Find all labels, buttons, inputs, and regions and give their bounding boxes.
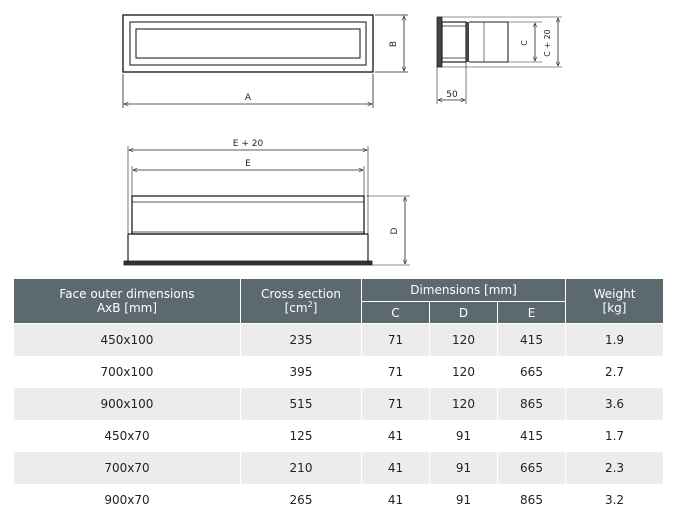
dim-c-label: C bbox=[520, 40, 529, 46]
cell-face: 700x70 bbox=[14, 452, 241, 484]
table-header bbox=[14, 279, 664, 324]
table-row bbox=[14, 484, 664, 516]
cell-cross-section: 125 bbox=[241, 420, 362, 452]
cell-e: 865 bbox=[498, 388, 566, 420]
cell-cross-section: 235 bbox=[241, 324, 362, 357]
header-cross-section-end: ] bbox=[313, 301, 318, 315]
header-weight bbox=[566, 279, 664, 324]
cell-e: 865 bbox=[498, 484, 566, 516]
header-cross-section bbox=[241, 279, 362, 324]
header-dimensions: Dimensions [mm] bbox=[362, 279, 566, 302]
cell-d: 120 bbox=[430, 388, 498, 420]
cell-weight: 3.2 bbox=[566, 484, 664, 516]
bottom-d-dimension bbox=[366, 196, 410, 265]
dim-c-plus-label: C + 20 bbox=[543, 29, 552, 57]
dim-a-label: A bbox=[245, 93, 252, 103]
table-row bbox=[14, 388, 664, 420]
header-weight-line2: [kg] bbox=[569, 301, 660, 315]
header-cross-section-sup: 2 bbox=[308, 300, 313, 309]
cell-d: 120 bbox=[430, 324, 498, 357]
specification-table bbox=[13, 278, 664, 516]
header-weight-line1: Weight bbox=[569, 287, 660, 301]
side-c-dimension bbox=[508, 22, 542, 62]
dim-e-label: E bbox=[245, 159, 251, 169]
header-col-c: C bbox=[362, 302, 430, 324]
dim-e-plus-label: E + 20 bbox=[233, 139, 264, 149]
cell-weight: 1.7 bbox=[566, 420, 664, 452]
bottom-view bbox=[124, 196, 372, 265]
dim-d-label: D bbox=[390, 227, 400, 234]
dim-b-label: B bbox=[389, 41, 399, 47]
cell-cross-section: 395 bbox=[241, 356, 362, 388]
side-c-plus-dimension bbox=[442, 17, 562, 67]
cell-face: 700x100 bbox=[14, 356, 241, 388]
table-row bbox=[14, 356, 664, 388]
cell-cross-section: 265 bbox=[241, 484, 362, 516]
bottom-e-dimension bbox=[132, 159, 364, 196]
front-view bbox=[123, 15, 373, 72]
header-col-d: D bbox=[430, 302, 498, 324]
cell-c: 71 bbox=[362, 356, 430, 388]
table-row bbox=[14, 420, 664, 452]
cell-d: 91 bbox=[430, 452, 498, 484]
header-cross-section-text: Cross section [cm bbox=[261, 287, 341, 315]
cell-cross-section: 210 bbox=[241, 452, 362, 484]
header-face-dimensions bbox=[14, 279, 241, 324]
front-width-dimension bbox=[123, 74, 373, 108]
bottom-e-plus-dimension bbox=[128, 139, 368, 234]
cell-weight: 2.7 bbox=[566, 356, 664, 388]
cell-c: 41 bbox=[362, 452, 430, 484]
cell-e: 415 bbox=[498, 420, 566, 452]
cell-weight: 3.6 bbox=[566, 388, 664, 420]
header-col-e: E bbox=[498, 302, 566, 324]
cell-d: 91 bbox=[430, 420, 498, 452]
table-body bbox=[14, 324, 664, 516]
header-face-line2: AxB [mm] bbox=[17, 301, 237, 315]
cell-e: 415 bbox=[498, 324, 566, 357]
cell-e: 665 bbox=[498, 452, 566, 484]
cell-c: 71 bbox=[362, 324, 430, 357]
cell-face: 900x70 bbox=[14, 484, 241, 516]
cell-d: 91 bbox=[430, 484, 498, 516]
cell-face: 450x100 bbox=[14, 324, 241, 357]
dim-50-label: 50 bbox=[446, 90, 458, 100]
cell-e: 665 bbox=[498, 356, 566, 388]
cell-weight: 2.3 bbox=[566, 452, 664, 484]
cell-c: 41 bbox=[362, 420, 430, 452]
cell-weight: 1.9 bbox=[566, 324, 664, 357]
side-depth-dimension bbox=[437, 62, 466, 104]
cell-cross-section: 515 bbox=[241, 388, 362, 420]
cell-c: 71 bbox=[362, 388, 430, 420]
cell-face: 450x70 bbox=[14, 420, 241, 452]
cell-face: 900x100 bbox=[14, 388, 241, 420]
cell-d: 120 bbox=[430, 356, 498, 388]
cell-c: 41 bbox=[362, 484, 430, 516]
table-row bbox=[14, 324, 664, 357]
table-row bbox=[14, 452, 664, 484]
front-height-dimension bbox=[375, 15, 408, 72]
header-face-line1: Face outer dimensions bbox=[17, 287, 237, 301]
side-view bbox=[437, 17, 508, 67]
